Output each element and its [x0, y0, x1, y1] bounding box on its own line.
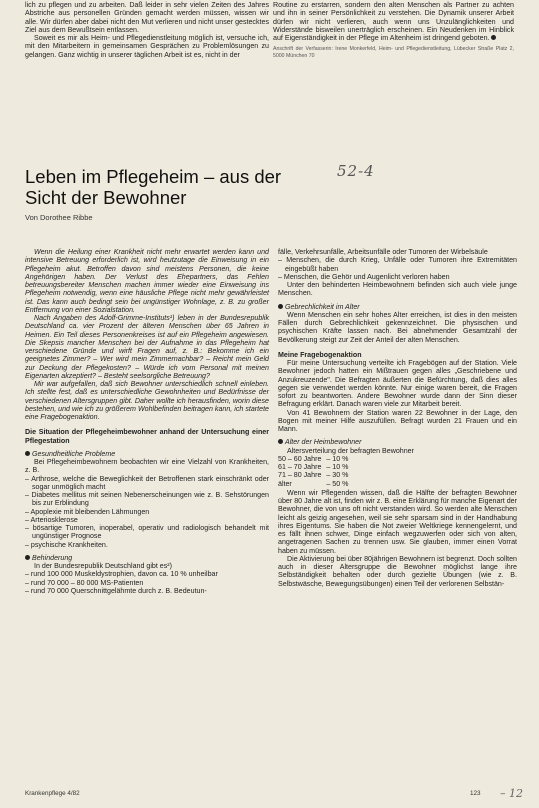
age-percent: – 10 %: [326, 463, 349, 471]
list-item: – Diabetes mellitus mit seinen Nebenerscheinungen wie z. B. Sehstörungen bis zur Erblindung: [25, 491, 269, 508]
top-right-column: [273, 1, 514, 59]
paragraph: Für meine Untersuchung verteilte ich Fragebögen auf der Station. Viele Bewohner jedoch hatten ein Mißtrauen gegen alles „Geschriebene und Anzukreuzende". Die Befragten äußerten die Befürchtung, daß dies alles gegen sie verwendet werden könnte. Nur einige waren bereit, die Fragen sofort zu beantworten. Andere Bewohner wurde dann der Sinn dieser Befragung erklärt. Danach waren viele zur Mitarbeit bereit.: [278, 359, 517, 409]
list-item: – rund 70 000 – 80 000 MS-Patienten: [25, 578, 144, 587]
end-bullet-icon: [491, 35, 496, 40]
disability-list-continued: [278, 256, 517, 281]
paragraph: Wenn wir Pflegenden wissen, daß die Hälfte der befragten Bewohner über 80 Jahre alt ist, finden wir z. B. eine Erklärung für manche Eigenart der Bewohner, die von uns oft nicht verstanden wird. So werden alte Menschen leicht als geizig angesehen, weil sie sehr sparsam sind in der Handhabung ihres Eigentums. Sie haben die Not zweier Weltkriege kennengelernt, und es fällt ihnen schwer, Dinge einfach wegzuwerfen oder sich von alten, angetragenen Sachen zu trennen usw. Sie glauben, immer einen Vorrat haben zu müssen.: [278, 488, 517, 555]
section-heading: Die Situation der Pflegeheimbewohner anhand der Untersuchung einer Pflegestation: [25, 428, 269, 445]
handwritten-note: 52-4: [337, 162, 375, 180]
author-address: Anschrift der Verfasserin: Irene Monkerfeld, Heim- und Pflegedienstleitung, Lübecker Straße Platz 2, 5000 München 70: [273, 46, 514, 59]
age-distribution-table: [278, 455, 353, 488]
paragraph: Routine zu erstarren, sondern den alten Menschen als Partner zu achten und ihn in seiner Persönlichkeit zu verstehen. Die Dynamik unserer Arbeit dürfen wir nicht verlieren, auch wenn uns Unzulänglichkeiten und Widerstände bisweilen unerträglich erscheinen. Ein Neudenken im Hinblick auf Eigenständigkeit in der Pflege im Altenheim ist dringend geboten.: [273, 1, 514, 42]
paragraph: Wenn Menschen ein sehr hohes Alter erreichen, ist dies in den meisten Fällen durch Gebrechlichkeit gekennzeichnet. Die physischen und psychischen Kräfte lassen nach. Bei abnehmender Gesamtzahl der Bevölkerung steigt zur Zeit der Anteil der alten Menschen.: [278, 310, 517, 344]
list-item: – Arthrose, welche die Beweglichkeit der Betroffenen stark einschränkt oder sogar unmöglich macht: [25, 474, 269, 491]
subheading: Behinderung: [25, 554, 269, 562]
bullet-icon: [278, 304, 283, 309]
paragraph: In der Bundesrepublik Deutschland gibt es²): [34, 562, 173, 570]
lead-paragraph: Wenn die Heilung einer Krankheit nicht mehr erwartet werden kann und intensive Betreuung erforderlich ist, wird heutzutage die Einweisung in ein Pflegeheim akut. Betroffen davon sind meistens Personen, die keine Angehörigen haben. Der Verlust des Ehepartners, das Fehlen betreuungsbereiter Menschen machen immer wieder eine Einweisung ins Pflegeheim notwendig, wenn eine häusliche Pflege nicht mehr gewährleistet ist. Das kann auch bedingt sein bei ungünstiger Wohnlage, z. B. zu großer Entfernung von einer Sozialstation.: [25, 248, 269, 314]
byline: Von Dorothee Ribbe: [25, 213, 93, 222]
age-range: 71 – 80 Jahre: [278, 471, 322, 480]
age-percent: – 50 %: [326, 479, 349, 488]
age-range: 61 – 70 Jahre: [278, 463, 322, 471]
paragraph: Die Aktivierung bei über 80jährigen Bewohnern ist begrenzt. Doch sollten auch in dieser Altersgruppe die Bewohner möglichst lange ihre Selbständigkeit behalten oder durch gezielte Übungen (wie z. B. Selbstwäsche, Bewegungsübungen) einen Teil der verlorenen Selbstän-: [278, 554, 517, 588]
age-range: älter: [278, 479, 292, 488]
lead-paragraph: Mir war aufgefallen, daß sich Bewohner unterschiedlich schnell einleben. Ich stellte fest, daß es unterschiedliche Gewohnheiten und Bedürfnisse der verschiedenen Altersgruppen gibt. Daher wollte ich herausfinden, worin diese bestehen, und wie ich zu größerem Wohlbefinden beitragen kann, ich startete eine Fragebogenaktion.: [25, 380, 269, 421]
disability-list: [25, 570, 269, 595]
table-row: [278, 455, 353, 463]
paragraph: Unter den behinderten Heimbewohnern befinden sich auch viele junge Menschen.: [278, 281, 517, 298]
list-item: – rund 70 000 Querschnittgelähmte durch z. B. Bedeutun-: [25, 586, 207, 595]
list-item: – rund 100 000 Muskeldystrophien, davon ca. 10 % unheilbar: [25, 570, 218, 579]
subheading: Gebrechlichkeit im Alter: [278, 303, 517, 311]
right-column: [278, 248, 517, 588]
paragraph: Soweit es mir als Heim- und Pflegedienstleitung möglich ist, versuche ich, mit den Mitarbeitern in gemeinsamen Gesprächen zu Problemlösungen zu gelangen. Ganz wichtig in unserer täglichen Arbeit ist es, nicht in der: [25, 34, 269, 59]
disease-list: [25, 475, 269, 549]
table-row: [278, 471, 353, 479]
paragraph: Bei Pflegeheimbewohnern beobachten wir eine Vielzahl von Krankheiten, z. B.: [25, 458, 269, 475]
list-item: – Arteriosklerose: [25, 515, 78, 524]
age-percent: – 30 %: [326, 471, 349, 480]
table-row: [278, 463, 353, 471]
section-heading: Meine Fragebogenaktion: [278, 350, 362, 359]
paragraph: Von 41 Bewohnern der Station waren 22 Bewohner in der Lage, den Bogen mit meiner Hilfe auszufüllen. Befragt wurden 21 Frauen und ein Mann.: [278, 408, 517, 433]
table-row: [278, 480, 353, 488]
paragraph: Altersverteilung der befragten Bewohner: [287, 446, 414, 455]
journal-footer: Krankenpflege 4/82: [25, 790, 80, 797]
bullet-icon: [25, 555, 30, 560]
list-item: – bösartige Tumoren, inoperabel, operativ und radiologisch behandelt mit ungünstiger Prognose: [25, 524, 269, 541]
bullet-icon: [25, 451, 30, 456]
page-number: 123: [470, 790, 481, 797]
list-item: – Menschen, die Gehör und Augenlicht verloren haben: [278, 272, 450, 281]
age-percent: – 10 %: [326, 454, 349, 463]
paragraph: lich zu pflegen und zu arbeiten. Daß leider in sehr vielen Zeiten des Jahres Abstriche aus personellen Gründen gemacht werden müssen, wissen wir alle. Wir dürfen aber dabei nicht den Mut verlieren und nicht unser gestecktes Ziel aus dem Bewußtsein entlassen.: [25, 1, 269, 34]
list-item: – Apoplexie mit bleibenden Lähmungen: [25, 507, 150, 516]
handwritten-page-note: – 12: [500, 787, 523, 800]
paragraph: fälle, Verkehrsunfälle, Arbeitsunfälle oder Tumoren der Wirbelsäule: [278, 248, 488, 256]
subheading: Alter der Heimbewohner: [278, 438, 517, 446]
subheading: Gesundheitliche Probleme: [25, 450, 269, 458]
left-column: [25, 248, 269, 595]
bullet-icon: [278, 439, 283, 444]
age-range: 50 – 60 Jahre: [278, 454, 322, 463]
lead-paragraph: Nach Angaben des Adolf-Grimme-Instituts¹) leben in der Bundesrepublik Deutschland ca. vier Prozent der älteren Menschen über 65 Jahren in Heimen. Ein Teil dieses Personenkreises ist auf ein Pflegeheim angewiesen. Die Skepsis mancher Menschen bei der Aufnahme in das Pflegeheim hat verschiedene Gründe und wirft Fragen auf, z. B.: Bekomme ich ein geeignetes Zimmer? – Wer wird mein Zimmernachbar? – Reicht mein Geld zur Deckung der Pflegekosten? – Würde ich vom Personal mit meinen Eigenarten akzeptiert? – Besteht seelsorgliche Betreuung?: [25, 314, 269, 380]
article-title: Leben im Pflegeheim – aus der Sicht der Bewohner: [25, 166, 282, 208]
list-item: – psychische Krankheiten.: [25, 540, 108, 549]
top-left-column: [25, 1, 269, 59]
list-item: – Menschen, die durch Krieg, Unfälle oder Tumoren ihre Extremitäten eingebüßt haben: [278, 256, 517, 273]
